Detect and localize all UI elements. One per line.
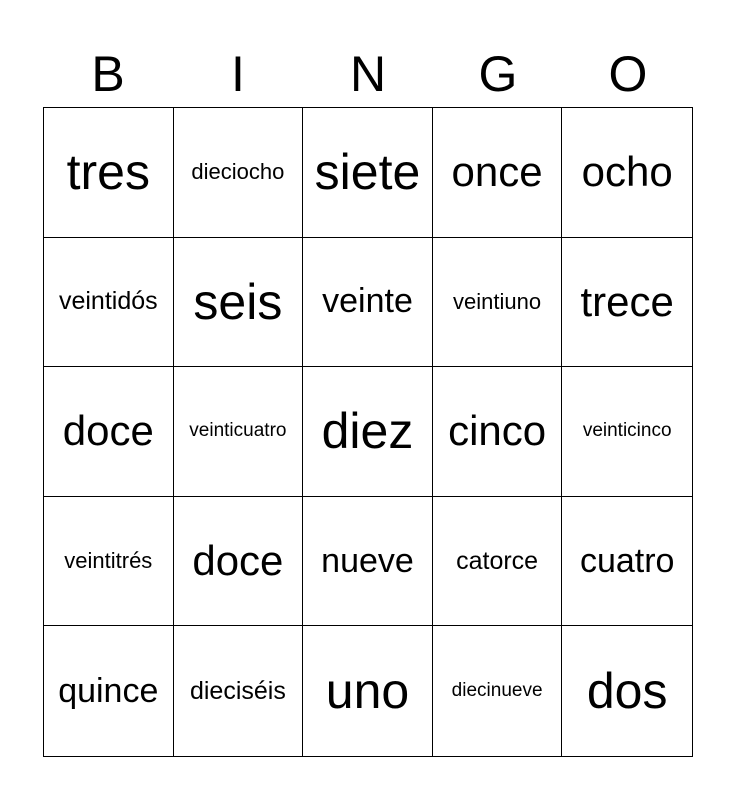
bingo-cell: siete [303,108,433,238]
bingo-cell: veintitrés [44,497,174,627]
header-letter-o: O [608,46,648,102]
bingo-cell: cuatro [562,497,692,627]
header-letter-g: G [478,46,518,102]
bingo-cell: cinco [433,367,563,497]
bingo-cell: doce [174,497,304,627]
bingo-cell: dieciséis [174,626,304,756]
header-letter-n: N [349,46,387,102]
bingo-header [43,44,693,104]
bingo-cell: once [433,108,563,238]
bingo-cell: veinticinco [562,367,692,497]
bingo-cell: veintidós [44,238,174,368]
bingo-cell: veintiuno [433,238,563,368]
bingo-cell: catorce [433,497,563,627]
bingo-cell: quince [44,626,174,756]
bingo-cell: ocho [562,108,692,238]
header-letter-i: I [231,46,245,102]
bingo-cell: diez [303,367,433,497]
bingo-grid [43,107,693,757]
bingo-cell: tres [44,108,174,238]
bingo-cell: dieciocho [174,108,304,238]
bingo-cell: nueve [303,497,433,627]
bingo-cell: dos [586,663,668,720]
bingo-cell: uno [303,626,433,756]
bingo-cell: veinticuatro [174,367,304,497]
bingo-cell: trece [562,238,692,368]
bingo-cell: diecinueve [433,626,563,756]
header-letter-b: B [91,46,125,102]
bingo-cell: seis [174,238,304,368]
bingo-cell: doce [44,367,174,497]
bingo-cell: veinte [303,238,433,368]
